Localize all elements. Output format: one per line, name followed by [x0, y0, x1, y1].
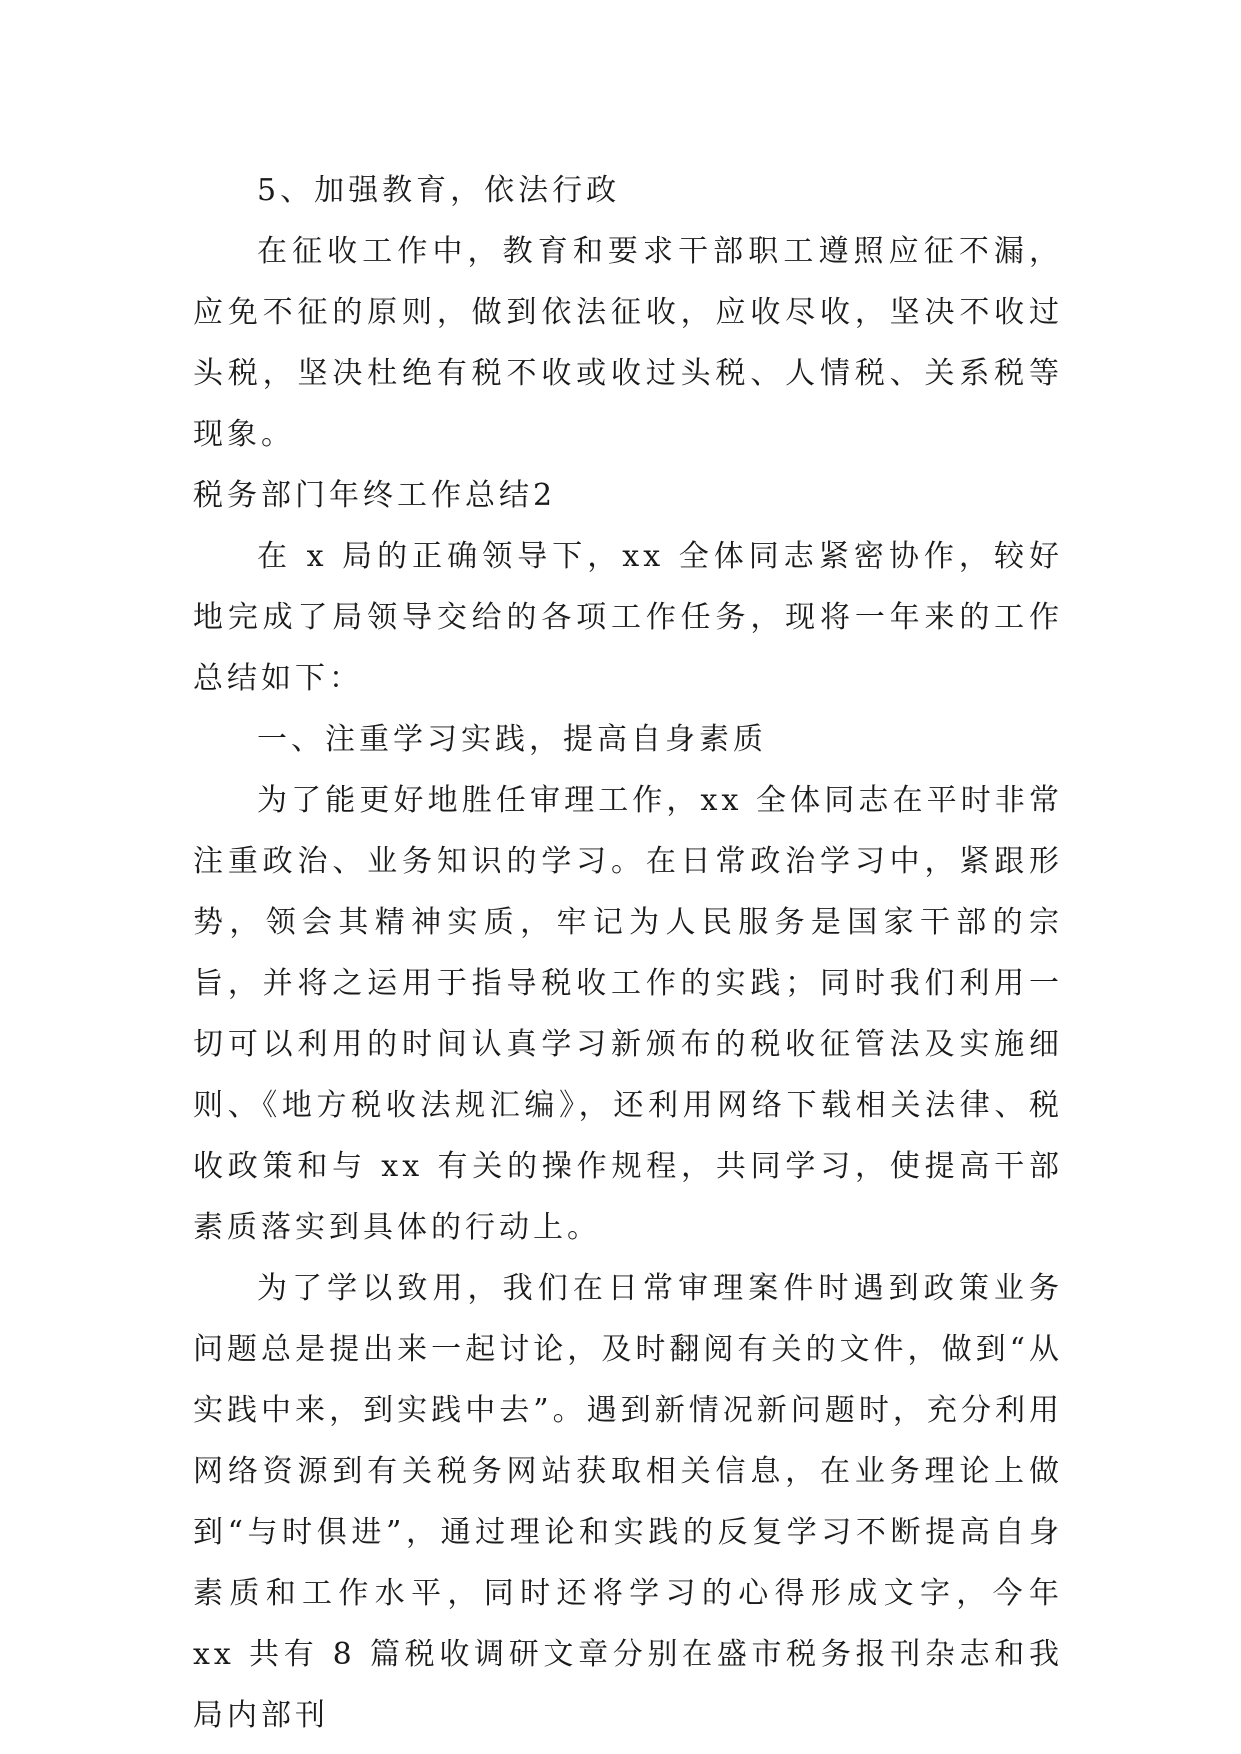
- section-1-heading: 一、注重学习实践，提高自身素质: [257, 722, 767, 757]
- document-body: [193, 160, 1063, 1746]
- document-title-2: 税务部门年终工作总结2: [193, 478, 557, 513]
- paragraph-collection-principles: 在征收工作中，教育和要求干部职工遵照应征不漏，应免不征的原则，做到依法征收，应收尽收，坚决不收过头税，坚决杜绝有税不收或收过头税、人情税、关系税等现象。: [193, 234, 1063, 452]
- section-5-heading: 5、加强教育，依法行政: [257, 173, 621, 208]
- paragraph-study: 为了能更好地胜任审理工作，xx 全体同志在平时非常注重政治、业务知识的学习。在日常政治学习中，紧跟形势，领会其精神实质，牢记为人民服务是国家干部的宗旨，并将之运用于指导税收工作的实践；同时我们利用一切可以利用的时间认真学习新颁布的税收征管法及实施细则、《地方税收法规汇编》，还利用网络下载相关法律、税收政策和与 xx 有关的操作规程，共同学习，使提高干部素质落实到具体的行动上。: [193, 783, 1063, 1245]
- paragraph-intro: 在 x 局的正确领导下，xx 全体同志紧密协作，较好地完成了局领导交给的各项工作任务，现将一年来的工作总结如下：: [193, 539, 1063, 696]
- paragraph-practice: 为了学以致用，我们在日常审理案件时遇到政策业务问题总是提出来一起讨论，及时翻阅有关的文件，做到“从实践中来，到实践中去”。遇到新情况新问题时，充分利用网络资源到有关税务网站获取相关信息，在业务理论上做到“与时俱进”，通过理论和实践的反复学习不断提高自身素质和工作水平，同时还将学习的心得形成文字，今年 xx 共有 8 篇税收调研文章分别在盛市税务报刊杂志和我局内部刊: [193, 1271, 1063, 1733]
